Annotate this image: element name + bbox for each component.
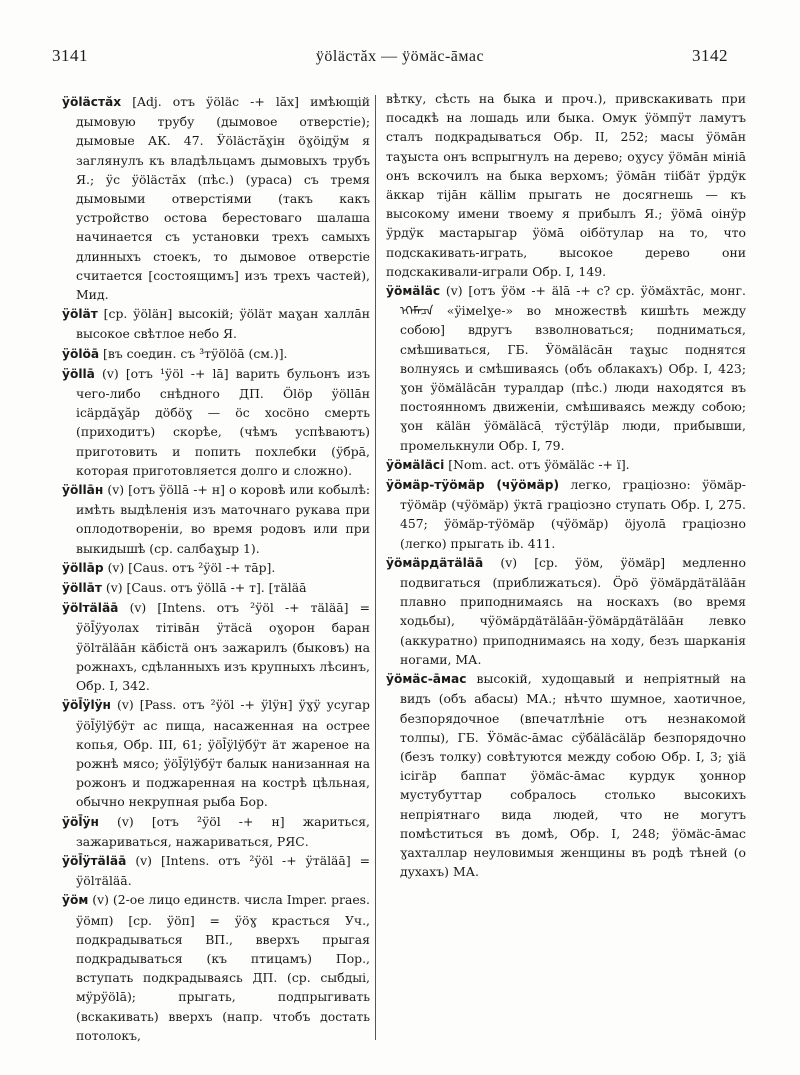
entry-text: (v) [отъ ӱöllā -+ н] о коровѣ или кобылѣ: имѣть выдѣленія изъ маточнаго рукава при оплодотвореніи, во время родовъ или при выкидышѣ (ср. салбаɣыр 1). [76,482,370,556]
dictionary-entry [62,364,370,480]
dictionary-entry [62,578,370,598]
entry-headword: ӱöllāр [62,560,104,575]
continued-text: вѣтку, сѣсть на быка и проч.), привскакивать при посадкѣ на лошадь или быка. Омук ӱöмпӱт ламутъ сталъ подкрадываться Обр. II, 252; масы ӱöмāн таɣыста онъ вспрыгнулъ на дерево; оɣусу ӱöмāн мiнiā онъ вскочилъ на быка верхомъ; ӱöмāн тiiбäт ӱрдӱк äккар тijāн кällім прыгать не досягнешь — къ высокому имени твоему я прибылъ Я.; ӱöмā oiнӱр ӱрдӱк мастарыгар ӱöмā oiбӧтулар на то, что подскакивать-играть, высокое дерево они подскакивали-играли Обр. I, 149. [386,91,746,279]
entry-headword: ӱölтäläā [62,601,119,616]
entry-headword: ӱöмäläci [386,457,445,472]
dictionary-entry [386,455,746,475]
entry-headword: ӱöмäс-āмас [386,672,467,687]
dictionary-entry [62,890,370,1045]
entry-headword: ӱöl̄ӱlӱн [62,698,111,713]
entry-headword: ӱöl̄ӱтäläā [62,853,127,868]
dictionary-entry [62,851,370,890]
entry-text: высокій, худощавый и непріятный на видъ (объ абасы) МА.; нѣчто шумное, хаотичное, безпорядочное (впечатлѣніе отъ незнакомой толпы), ГБ. Ӱöмäс-āмас сӱбäläcäläp безпорядочно (безъ толку) совѣтуются между собою Обр. I, 3; ɣiä icігäр баппат ӱöмäс-āмас курдук ɣоннор мустубуттар собралось столько высокихъ непріятнаго вида людей, что не могутъ помѣститься въ домѣ, Обр. I, 248; ӱöмäс-āмас ɣахталлар неуловимыя женщины въ родѣ тѣней (о духахъ) МА. [400,671,746,880]
entry-headword: ӱöl̄ӱн [62,814,99,829]
dictionary-entry [62,695,370,811]
entry-text: легко, граціозно: ӱöмäр-тӱöмäр (чӱöмäр) ӱктā граціозно ступать Обр. I, 275. 457; ӱöмäр-тӱöмäр (чӱöмäр) öjуолā граціозно (легко) прыгать ib. 411. [400,477,746,551]
entry-headword: ӱöllāт [62,581,102,596]
dictionary-entry [62,344,370,364]
entry-headword: ӱöläт [62,307,98,322]
entry-text: [Adj. отъ ӱöläc -+ lăx] имѣющій дымовую трубу (дымовое отверстіе); дымовые АК. 47. Ӱöläcтăɣiн öɣöiдӱм я заглянулъ къ владѣльцамъ дымовыхъ трубъ Я.; ӱс ӱöläcтăx (пѣс.) (ураса) съ тремя дымовыми отверстіями (такъ какъ устройство остова берестоваго шалаша начинается съ установки трехъ самыхъ длинныхъ стоекъ, то дымовое отверстіе считается [состоящимъ] изъ трехъ частей), Мид. [76,94,370,303]
dictionary-entry [62,812,370,851]
entry-text: (v) [отъ ¹ӱöl -+ lā] варить бульонъ изъ чего-либо снѣдного ДП. Ölöp ӱöllāн icäpдăɣăp дöбöɣ — öс хосöно смерть (приходитъ) скорѣе, (чѣмъ успѣваютъ) приготовить и попить похлебки (ӱбрā, которая приготовляется долго и сложно). [76,365,370,478]
dictionary-entry [62,304,370,343]
dictionary-entry [62,92,370,304]
entry-headword: ӱöllāн [62,483,104,498]
dictionary-entry [386,553,746,669]
entry-text: (v) (2-ое лицо единств. числа Imper. praes. ӱöмп) [ср. ӱöп] = ӱöɣ красться Уч., подкрадываться ВП., вверхъ прыгая подкрадываться (къ птицамъ) Пор., вступать подкрадываясь ДП. (ср. сыбдыi, мӱрӱölā); прыгать, подпрыгивать (вскакивать) вверхъ (напр. чтобъ достать потолокъ, [76,892,370,1043]
dictionary-entry [386,475,746,553]
entry-headword: ӱölöā [62,346,100,361]
entry-headword: ӱöмäрдäтäläā [386,555,484,570]
dictionary-entry [62,598,370,695]
entry-text: (v) [отъ ӱöм -+ älā -+ c? ср. ӱöмäxтāc, монг. ᠡᠭᠡᠮᠡᠴᠡ «ӱiмеlɣе-» во множествѣ кишѣть между собою] вдругъ взволноваться; подниматься, смѣшиваться, ГБ. Ӱöмäläcāн таɣыс поднятся волнуясь и смѣшиваясь (объ облакахъ) Обр. I, 423; ɣон ӱöмäläcāн туралдар (пѣс.) люди находятся въ постоянномъ движеніи, смѣшиваясь между собою; ɣон кäläн ӱöмäläcā ̣тӱстӱläр люди, прибывши, промелькнули Обр. I, 79. [400,283,746,453]
entry-text: [Nom. act. отъ ӱöмäläc -+ ï]. [448,456,630,472]
dictionary-entry [62,480,370,558]
entry-text: (v) [Intens. отъ ²ӱöl -+ тäläā] = ӱöl̄ӱуолах тiтiвāн ӱтäcä оɣорон баран ӱölтäläāн кäбiстä онъ зажарилъ (быковъ) на рожнахъ, сдѣланныхъ изъ крупныхъ лѣсинъ, Обр. I, 342. [76,600,370,694]
entry-text: (v) [Caus. отъ ӱöllā -+ т]. [тäläā [105,580,307,596]
entry-text: [въ соедин. съ ³тӱölöā (см.)]. [103,345,288,361]
entry-text: (v) [отъ ²ӱöl -+ н] жариться, зажариваться, нажариваться, РЯС. [76,813,370,849]
running-title: ӱöläcтăx — ӱöмäс-āмас [315,48,485,65]
entry-text: (v) [Caus. отъ ²ӱöl -+ тāр]. [107,559,276,575]
entry-headword: ӱöм [62,893,89,908]
entry-headword: ӱöläcтăx [62,95,122,109]
dictionary-entry [386,281,746,455]
column-divider [375,95,376,1040]
left-column [62,92,370,1062]
entry-text: (v) [Intens. отъ ²ӱöl -+ ӱтäläā] = ӱölтäläā. [76,852,370,889]
page-number-left: 3141 [52,46,88,65]
dictionary-entry [386,669,746,881]
entry-text: (v) [ср. ӱöм, ӱöмäр] медленно подвигаться (приближаться). Öpö ӱöмäрдäтäläāн плавно приподнимаясь на носкахъ (во время ходьбы), чӱöмäрдäтäläāн-ӱöмäрдäтäläāн левко (аккуратно) приподнимаясь на ходу, безъ шарканія ногами, МА. [400,554,746,667]
entry-text: [ср. ӱöläн] высокій; ӱöläт маɣан халлāн высокое свѣтлое небо Я. [76,306,370,342]
entry-headword: ӱöмäläc [386,284,441,299]
entry-headword: ӱöllā [62,366,95,381]
entry-headword: ӱöмäр-тӱöмäр (чӱöмäр) [386,478,560,493]
right-column [386,89,746,1064]
page-number-right: 3142 [692,46,728,65]
entry-text: (v) [Pass. отъ ²ӱöl -+ ӱlӱн] ӱɣӱ усугар ӱöl̄ӱlӱбӱт ас пища, насаженная на острее копья, Обр. III, 61; ӱöl̄ӱlӱбӱт äт жареное на рожнѣ мясо; ӱöl̄ӱlӱбӱт балык нанизанная на рожонъ и поджаренная на кострѣ цѣльная, обычно некрупная рыба Бор. [76,697,370,810]
dictionary-entry [62,558,370,578]
